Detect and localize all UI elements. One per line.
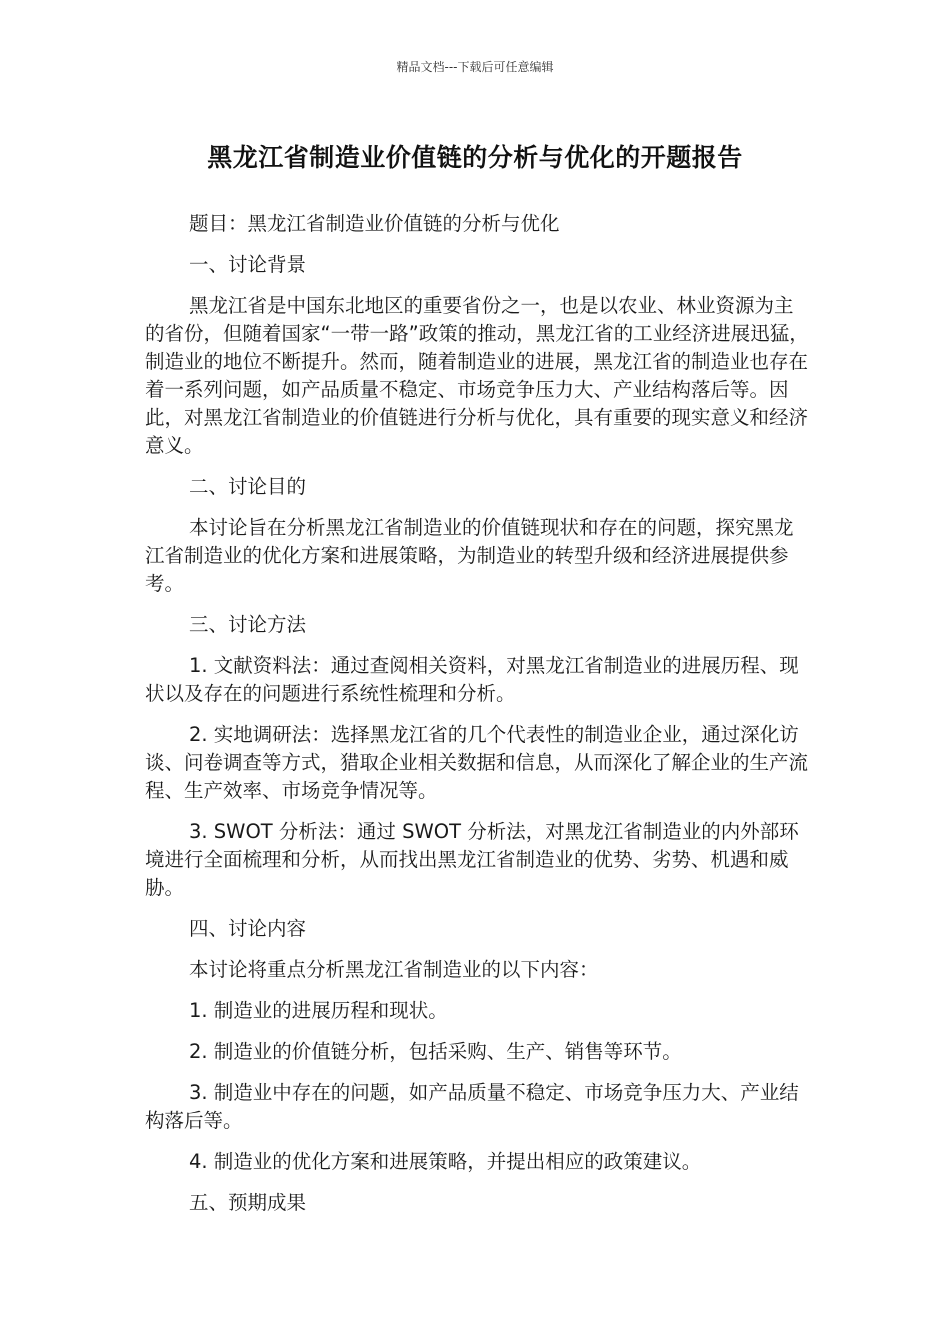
header-note: 精品文档---下载后可任意编辑 xyxy=(396,60,554,74)
background-paragraph: 黑龙江省是中国东北地区的重要省份之一，也是以农业、林业资源为主的省份，但随着国家“一带一路”政策的推动，黑龙江省的工业经济进展迅猛，制造业的地位不断提升。然而，随着制造业的进展，黑龙江省的制造业也存在着一系列问题，如产品质量不稳定、市场竞争压力大、产业结构落后等。因此，对黑龙江省制造业的价值链进行分析与优化，具有重要的现实意义和经济意义。 xyxy=(145,294,809,457)
section-heading-outcomes: 五、预期成果 xyxy=(189,1191,307,1214)
content-item-3: 3. 制造业中存在的问题，如产品质量不稳定、市场竞争压力大、产业结构落后等。 xyxy=(145,1081,799,1132)
topic-line: 题目：黑龙江省制造业价值链的分析与优化 xyxy=(189,212,560,235)
content-item-2: 2. 制造业的价值链分析，包括采购、生产、销售等环节。 xyxy=(189,1040,682,1063)
document-title: 黑龙江省制造业价值链的分析与优化的开题报告 xyxy=(207,143,743,172)
section-heading-background: 一、讨论背景 xyxy=(189,253,307,276)
section-heading-content: 四、讨论内容 xyxy=(189,917,307,940)
content-item-4: 4. 制造业的优化方案和进展策略，并提出相应的政策建议。 xyxy=(189,1150,702,1173)
method-item-2: 2. 实地调研法：选择黑龙江省的几个代表性的制造业企业，通过深化访谈、问卷调查等方式，猎取企业相关数据和信息，从而深化了解企业的生产流程、生产效率、市场竞争情况等。 xyxy=(145,723,809,802)
section-heading-purpose: 二、讨论目的 xyxy=(189,475,307,498)
section-heading-methods: 三、讨论方法 xyxy=(189,613,307,636)
document-body xyxy=(145,210,810,1217)
content-intro: 本讨论将重点分析黑龙江省制造业的以下内容： xyxy=(189,958,599,981)
purpose-paragraph: 本讨论旨在分析黑龙江省制造业的价值链现状和存在的问题，探究黑龙江省制造业的优化方案和进展策略，为制造业的转型升级和经济进展提供参考。 xyxy=(145,516,794,595)
content-item-1: 1. 制造业的进展历程和现状。 xyxy=(189,999,448,1022)
method-item-1: 1. 文献资料法：通过查阅相关资料，对黑龙江省制造业的进展历程、现状以及存在的问题进行系统性梳理和分析。 xyxy=(145,654,799,705)
method-item-3: 3. SWOT 分析法：通过 SWOT 分析法，对黑龙江省制造业的内外部环境进行全面梳理和分析，从而找出黑龙江省制造业的优势、劣势、机遇和威胁。 xyxy=(145,820,799,899)
